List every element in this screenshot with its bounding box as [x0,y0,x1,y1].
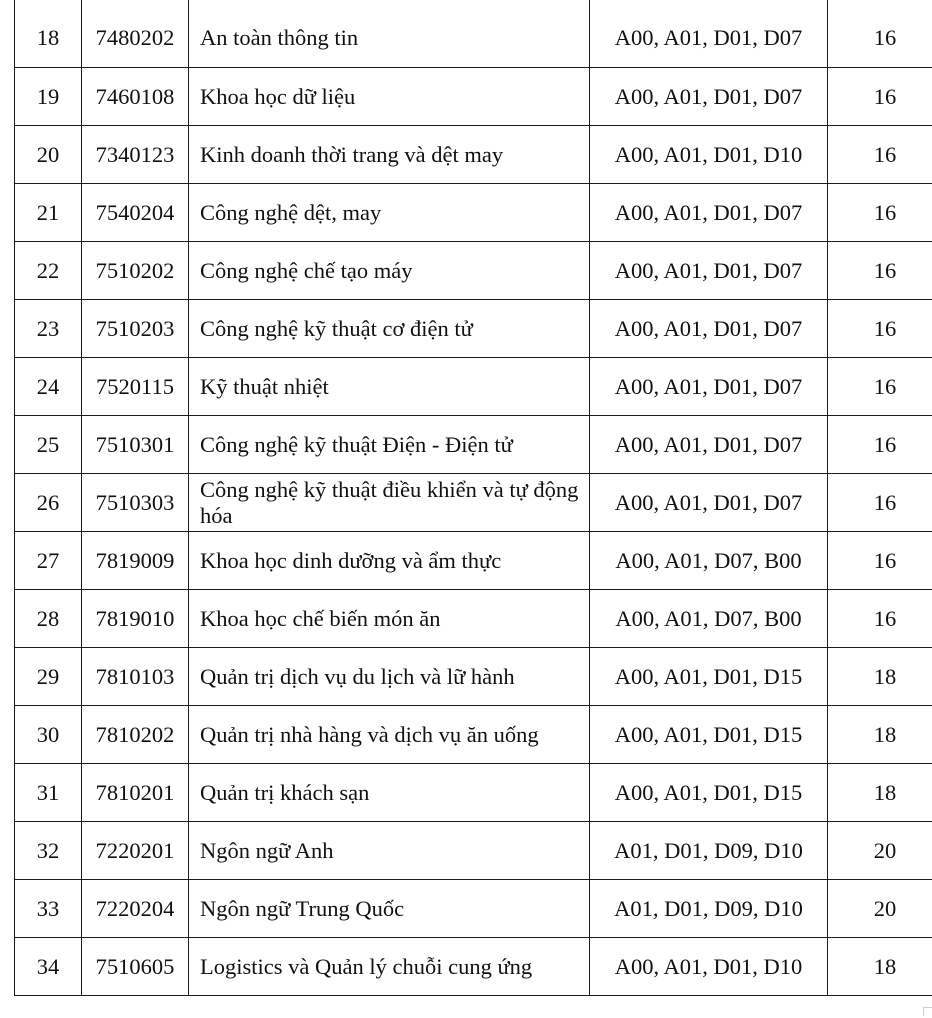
subject-combinations-cell [590,590,828,648]
subject-combinations: A00, A01, D01, D07 [614,431,803,457]
major-name-cell [189,242,590,300]
row-number: 23 [36,315,60,341]
major-code: 7510203 [95,315,175,341]
major-name-cell [189,0,590,68]
minimum-score: 18 [873,721,897,747]
table-row [15,68,932,126]
subject-combinations: A00, A01, D07, B00 [615,547,802,573]
minimum-score-cell [828,474,932,532]
subject-combinations-cell [590,416,828,474]
major-code: 7520115 [96,373,174,399]
row-number-cell [15,184,82,242]
row-number-cell [15,242,82,300]
subject-combinations: A00, A01, D01, D10 [614,953,803,979]
row-number: 34 [36,953,60,979]
minimum-score-cell [828,706,932,764]
subject-combinations: A00, A01, D01, D07 [614,25,803,50]
major-code: 7340123 [95,141,175,167]
major-code-cell [82,300,189,358]
major-name: Ngôn ngữ Trung Quốc [200,895,405,921]
row-number: 18 [36,25,60,50]
subject-combinations: A00, A01, D07, B00 [615,605,802,631]
row-number-cell [15,0,82,68]
major-code-cell [82,706,189,764]
major-code-cell [82,416,189,474]
major-name: Quản trị khách sạn [200,779,370,805]
subject-combinations-cell [590,880,828,938]
major-name-cell [189,474,590,532]
major-code-cell [82,68,189,126]
major-name: Kinh doanh thời trang và dệt may [200,141,504,167]
minimum-score: 20 [873,837,897,863]
minimum-score: 18 [873,953,897,979]
table-row [15,300,932,358]
row-number: 21 [36,199,60,225]
page-corner-mark [923,1007,932,1016]
major-code: 7819010 [95,605,175,631]
major-code-cell [82,822,189,880]
minimum-score-cell [828,880,932,938]
subject-combinations-cell [590,706,828,764]
major-code-cell [82,648,189,706]
table-row [15,242,932,300]
subject-combinations: A01, D01, D09, D10 [614,837,803,863]
minimum-score-cell [828,300,932,358]
major-name: Ngôn ngữ Anh [200,837,334,863]
row-number-cell [15,880,82,938]
subject-combinations-cell [590,242,828,300]
row-number: 20 [36,141,60,167]
subject-combinations-cell [590,764,828,822]
major-name-cell [189,358,590,416]
major-code-cell [82,242,189,300]
minimum-score: 16 [873,315,897,341]
subject-combinations: A01, D01, D09, D10 [614,895,803,921]
major-name-cell [189,648,590,706]
major-name: Công nghệ kỹ thuật điều khiển và tự động hóa [200,476,579,528]
minimum-score-cell [828,242,932,300]
subject-combinations-cell [590,184,828,242]
major-name: Khoa học dữ liệu [200,83,356,109]
minimum-score: 18 [873,779,897,805]
table-row [15,184,932,242]
major-code: 7510301 [95,431,175,457]
minimum-score-cell [828,764,932,822]
major-code-cell [82,474,189,532]
major-name-cell [189,764,590,822]
row-number-cell [15,822,82,880]
major-code: 7510303 [95,489,175,515]
row-number: 31 [36,779,60,805]
major-name-cell [189,184,590,242]
major-code-cell [82,764,189,822]
major-name: Công nghệ kỹ thuật cơ điện tử [200,315,473,341]
major-name: Công nghệ chế tạo máy [200,257,413,283]
table-row [15,764,932,822]
subject-combinations: A00, A01, D01, D07 [614,315,803,341]
row-number: 29 [36,663,60,689]
minimum-score: 16 [873,547,897,573]
minimum-score-cell [828,126,932,184]
row-number: 32 [36,837,60,863]
row-number-cell [15,532,82,590]
subject-combinations: A00, A01, D01, D07 [614,83,803,109]
major-code: 7540204 [95,199,175,225]
major-name-cell [189,416,590,474]
minimum-score: 16 [873,489,897,515]
row-number: 24 [36,373,60,399]
major-name-cell [189,822,590,880]
major-name: Logistics và Quản lý chuỗi cung ứng [200,953,533,979]
major-name-cell [189,68,590,126]
major-code: 7480202 [95,25,175,50]
table-row [15,126,932,184]
minimum-score-cell [828,416,932,474]
minimum-score-cell [828,938,932,996]
minimum-score: 16 [873,83,897,109]
minimum-score: 16 [873,605,897,631]
major-code-cell [82,938,189,996]
row-number: 27 [36,547,60,573]
major-code: 7220201 [95,837,175,863]
major-name: Kỹ thuật nhiệt [200,373,329,399]
major-name: Quản trị nhà hàng và dịch vụ ăn uống [200,721,539,747]
major-code-cell [82,126,189,184]
minimum-score-cell [828,648,932,706]
table-row [15,416,932,474]
row-number: 25 [36,431,60,457]
major-code: 7510202 [95,257,175,283]
major-name-cell [189,590,590,648]
major-name: Quản trị dịch vụ du lịch và lữ hành [200,663,515,689]
subject-combinations-cell [590,68,828,126]
subject-combinations: A00, A01, D01, D15 [614,721,803,747]
major-code: 7220204 [95,895,175,921]
table-row [15,0,932,68]
major-name: Khoa học dinh dưỡng và ẩm thực [200,547,502,573]
minimum-score: 16 [873,431,897,457]
major-name: Công nghệ kỹ thuật Điện - Điện tử [200,431,513,457]
major-code-cell [82,358,189,416]
major-code: 7460108 [95,83,175,109]
row-number: 28 [36,605,60,631]
subject-combinations-cell [590,474,828,532]
row-number-cell [15,126,82,184]
minimum-score-cell [828,532,932,590]
subject-combinations-cell [590,822,828,880]
major-name-cell [189,880,590,938]
subject-combinations: A00, A01, D01, D07 [614,257,803,283]
major-name-cell [189,532,590,590]
minimum-score: 20 [873,895,897,921]
major-name-cell [189,706,590,764]
row-number: 26 [36,489,60,515]
major-code: 7810201 [95,779,175,805]
row-number-cell [15,938,82,996]
subject-combinations-cell [590,648,828,706]
table-row [15,822,932,880]
subject-combinations-cell [590,300,828,358]
minimum-score: 16 [873,373,897,399]
subject-combinations-cell [590,532,828,590]
table-row [15,590,932,648]
subject-combinations: A00, A01, D01, D10 [614,141,803,167]
major-name-cell [189,300,590,358]
minimum-score-cell [828,358,932,416]
minimum-score: 16 [873,141,897,167]
minimum-score-cell [828,68,932,126]
table-row [15,880,932,938]
row-number-cell [15,764,82,822]
major-code-cell [82,532,189,590]
row-number-cell [15,474,82,532]
subject-combinations-cell [590,938,828,996]
row-number-cell [15,590,82,648]
subject-combinations: A00, A01, D01, D15 [614,779,803,805]
table-row [15,706,932,764]
table-row [15,648,932,706]
minimum-score-cell [828,822,932,880]
subject-combinations-cell [590,0,828,68]
minimum-score-cell [828,590,932,648]
row-number-cell [15,68,82,126]
major-name: Công nghệ dệt, may [200,199,382,225]
row-number-cell [15,300,82,358]
row-number-cell [15,706,82,764]
table-body [15,0,932,996]
major-code: 7810202 [95,721,175,747]
major-code-cell [82,880,189,938]
major-name: Khoa học chế biến món ăn [200,605,441,631]
minimum-score: 18 [873,663,897,689]
subject-combinations: A00, A01, D01, D15 [614,663,803,689]
major-name: An toàn thông tin [200,25,359,50]
table-row [15,358,932,416]
major-code-cell [82,0,189,68]
minimum-score-cell [828,0,932,68]
minimum-score: 16 [873,199,897,225]
table-row [15,474,932,532]
table-row [15,532,932,590]
admission-table [14,0,932,996]
major-code-cell [82,184,189,242]
subject-combinations: A00, A01, D01, D07 [614,373,803,399]
row-number-cell [15,416,82,474]
row-number: 22 [36,257,60,283]
minimum-score: 16 [873,257,897,283]
major-code: 7819009 [95,547,175,573]
major-name-cell [189,938,590,996]
row-number-cell [15,358,82,416]
major-name-cell [189,126,590,184]
row-number: 30 [36,721,60,747]
minimum-score-cell [828,184,932,242]
subject-combinations-cell [590,358,828,416]
subject-combinations-cell [590,126,828,184]
subject-combinations: A00, A01, D01, D07 [614,489,803,515]
minimum-score: 16 [873,25,897,50]
table-row [15,938,932,996]
row-number-cell [15,648,82,706]
row-number: 19 [36,83,60,109]
major-code-cell [82,590,189,648]
row-number: 33 [36,895,60,921]
major-code: 7510605 [95,953,175,979]
major-code: 7810103 [95,663,175,689]
subject-combinations: A00, A01, D01, D07 [614,199,803,225]
